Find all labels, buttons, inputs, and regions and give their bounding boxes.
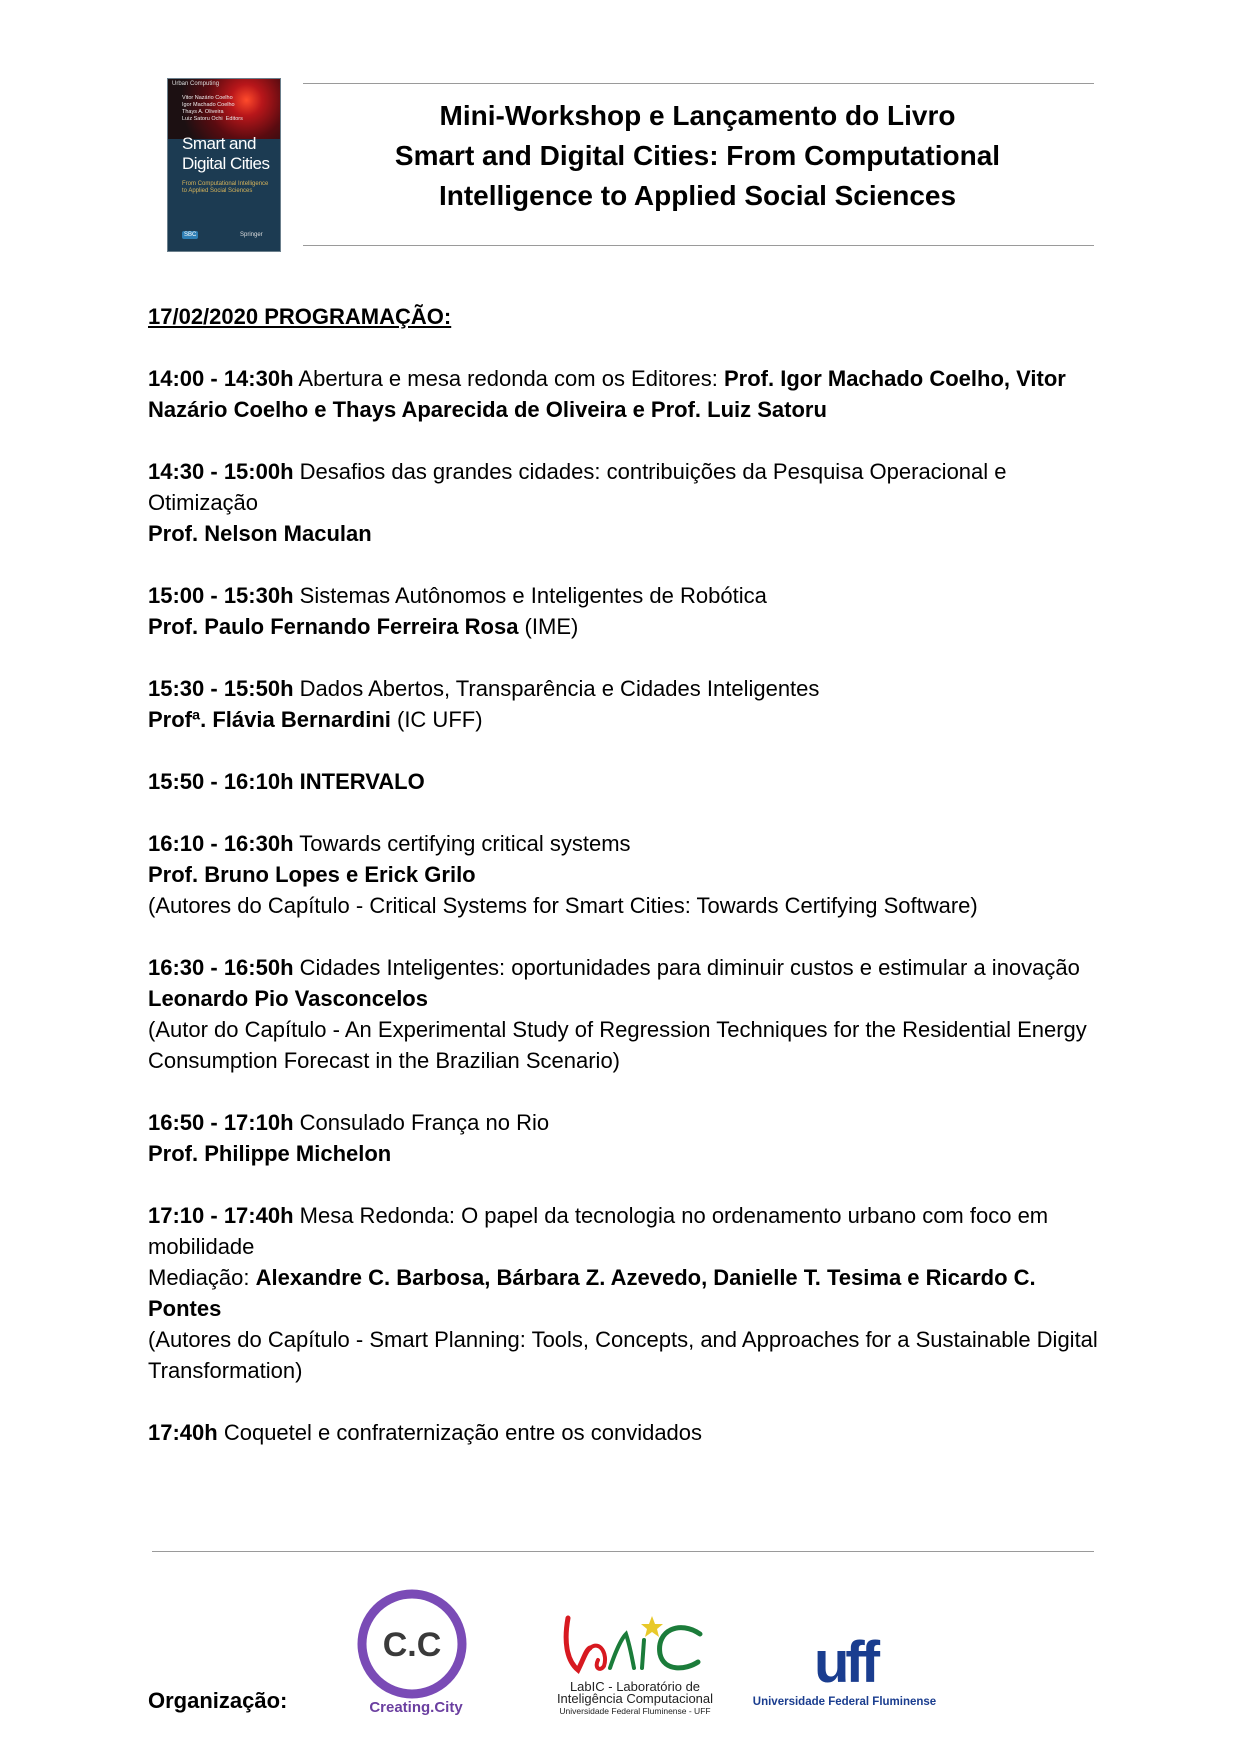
item-mediators: Alexandre C. Barbosa, Bárbara Z. Azevedo, Danielle T. Tesima e Ricardo C. Pontes (148, 1265, 1036, 1321)
schedule-item (148, 828, 1098, 921)
schedule-item (148, 766, 1098, 797)
book-cover-image (167, 78, 281, 252)
item-description: Sistemas Autônomos e Inteligentes de Robótica (293, 583, 767, 608)
schedule-item (148, 1417, 1098, 1448)
item-description: INTERVALO (293, 769, 425, 794)
labic-logo (560, 1610, 710, 1680)
item-time: 17:10 - 17:40h (148, 1203, 294, 1228)
item-description: Cidades Inteligentes: oportunidades para diminuir custos e estimular a inovação (293, 955, 1080, 980)
cc-mark: C.C (382, 1626, 442, 1664)
item-time: 16:50 - 17:10h (148, 1110, 294, 1135)
item-description: Dados Abertos, Transparência e Cidades Inteligentes (293, 676, 820, 701)
item-affiliation: (IME) (518, 614, 579, 639)
item-time: 16:30 - 16:50h (148, 955, 294, 980)
item-description: Mesa Redonda: O papel da tecnologia no ordenamento urbano com foco em mobilidade (148, 1203, 1049, 1259)
schedule-item (148, 580, 1098, 642)
cover-series: Urban Computing (172, 81, 220, 87)
labic-caption (530, 1681, 740, 1717)
item-note: (Autores do Capítulo - Critical Systems for Smart Cities: Towards Certifying Software) (148, 893, 978, 918)
item-speaker: Prof. Paulo Fernando Ferreira Rosa (148, 614, 519, 639)
cover-title-line1: Smart and (182, 134, 256, 153)
cover-title-line2: Digital Cities (182, 154, 270, 173)
organization-label: Organização: (148, 1688, 288, 1713)
uff-mark: uff (813, 1636, 877, 1692)
schedule-item (148, 363, 1098, 425)
uff-name: Universidade Federal Fluminense (752, 1696, 937, 1708)
item-time: 17:40h (148, 1420, 218, 1445)
item-editors: Prof. Igor Machado Coelho, Vitor Nazário Coelho e Thays Aparecida de Oliveira e Prof. Luiz Satoru (148, 366, 1066, 422)
creating-city-name: Creating.City (369, 1699, 463, 1716)
title-line2: Smart and Digital Cities: From Computational (394, 140, 1001, 171)
header-top-rule (303, 83, 1094, 84)
footer-rule (152, 1551, 1094, 1552)
item-time: 15:30 - 15:50h (148, 676, 294, 701)
schedule-item (148, 1200, 1098, 1386)
item-speaker: Prof. Bruno Lopes e Erick Grilo (148, 862, 476, 887)
cover-title (182, 134, 269, 174)
item-time: 15:50 - 16:10h (148, 769, 294, 794)
title-line3: Intelligence to Applied Social Sciences (438, 180, 957, 211)
item-time: 16:10 - 16:30h (148, 831, 294, 856)
item-description: Consulado França no Rio (293, 1110, 550, 1135)
item-description: Towards certifying critical systems (293, 831, 631, 856)
item-time: 14:00 - 14:30h (148, 366, 294, 391)
item-description: Abertura e mesa redonda com os Editores: (293, 366, 724, 391)
item-mediation-label: Mediação: (148, 1265, 256, 1290)
schedule-item (148, 673, 1098, 735)
item-speaker: Prof. Nelson Maculan (148, 521, 372, 546)
cover-subtitle: From Computational Intelligence to Applied Social Sciences (182, 181, 269, 194)
program-schedule (148, 301, 1098, 1479)
item-description: Coquetel e confraternização entre os convidados (217, 1420, 703, 1445)
item-time: 14:30 - 15:00h (148, 459, 294, 484)
page-title (300, 96, 1095, 216)
item-time: 15:00 - 15:30h (148, 583, 294, 608)
item-note: (Autor do Capítulo - An Experimental Study of Regression Techniques for the Residential Energy Consumption Forecast in the Brazilian Scenario) (148, 1017, 1087, 1073)
header-bottom-rule (303, 245, 1094, 246)
item-note: (Autores do Capítulo - Smart Planning: Tools, Concepts, and Approaches for a Sustainable Digital Transformation) (148, 1327, 1098, 1383)
schedule-item (148, 952, 1098, 1076)
item-speaker: Leonardo Pio Vasconcelos (148, 986, 428, 1011)
uff-logo (790, 1636, 900, 1692)
program-heading: 17/02/2020 PROGRAMAÇÃO: (148, 304, 452, 329)
labic-line1: LabIC - Laboratório de (569, 1679, 701, 1694)
title-line1: Mini-Workshop e Lançamento do Livro (439, 100, 956, 131)
creating-city-logo (356, 1588, 468, 1700)
cover-badge: SBC (184, 232, 197, 238)
cover-editors: Vitor Nazário Coelho Igor Machado Coelho Thays A. Oliveira Luiz Satoru Ochi Editors (182, 95, 243, 122)
item-affiliation: (IC UFF) (390, 707, 483, 732)
schedule-item (148, 1107, 1098, 1169)
cover-publisher: Springer (240, 232, 263, 238)
labic-line3: Universidade Federal Fluminense - UFF (559, 1706, 711, 1716)
item-speaker: Prof. Philippe Michelon (148, 1141, 392, 1166)
item-speaker: Profª. Flávia Bernardini (148, 707, 391, 732)
schedule-item (148, 456, 1098, 549)
item-description: Desafios das grandes cidades: contribuições da Pesquisa Operacional e Otimização (148, 459, 1007, 515)
labic-line2: Inteligência Computacional (556, 1691, 714, 1706)
